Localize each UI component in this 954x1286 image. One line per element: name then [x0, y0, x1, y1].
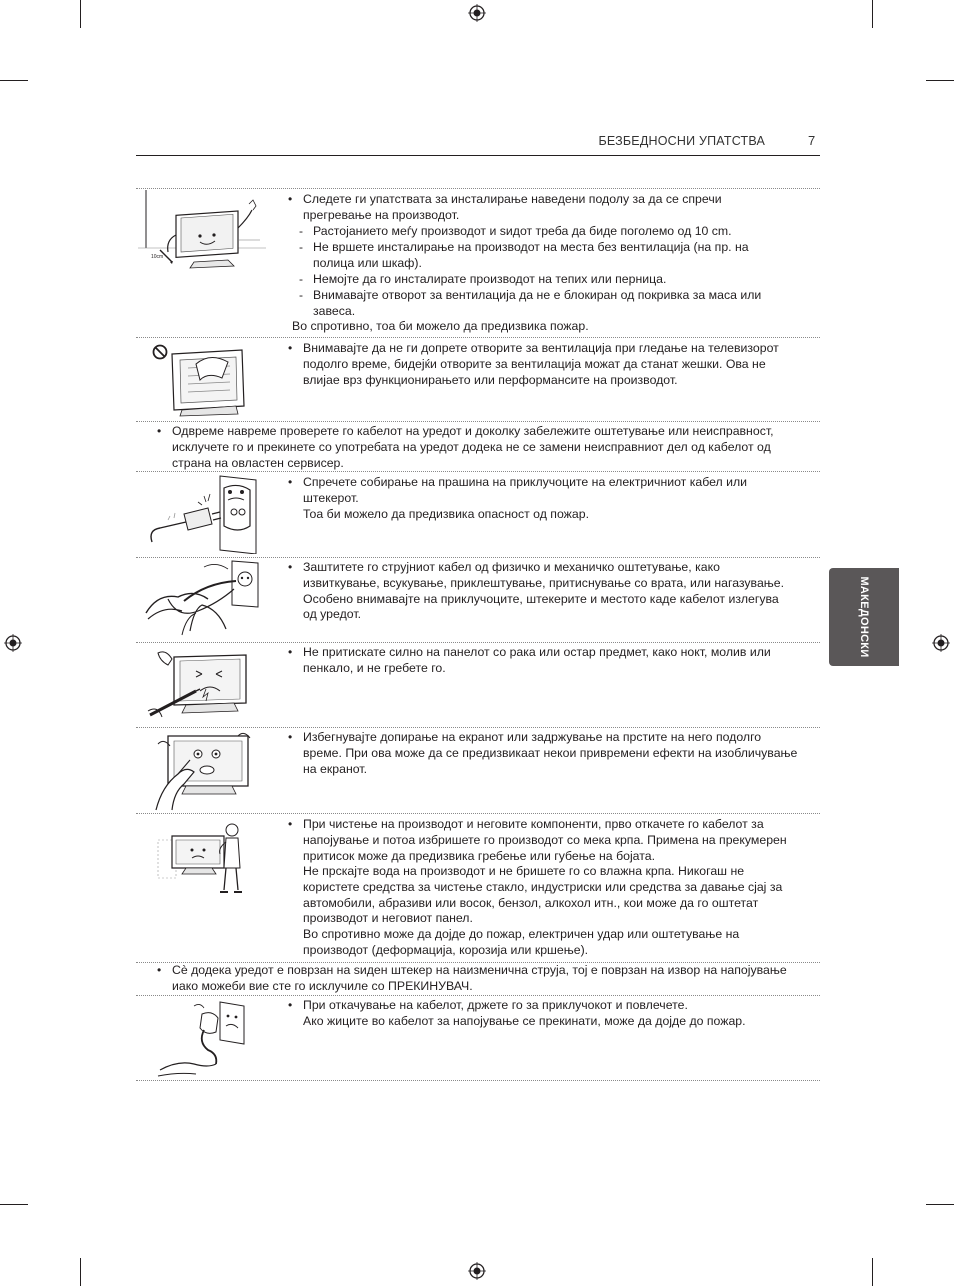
clearance-label: 10cm [151, 254, 164, 260]
dusty-plug-illustration [138, 474, 266, 554]
bullet-icon: • [288, 817, 293, 831]
crop-mark [926, 80, 954, 81]
bullet-icon: • [288, 341, 293, 355]
language-tab-label: МАКЕДОНСКИ [858, 576, 870, 658]
divider [136, 188, 820, 189]
divider [136, 337, 820, 338]
divider [136, 421, 820, 422]
row4-bullet-text: Спречете собирање на прашина на приклучоците на електричниот кабел или штекерот. [303, 475, 748, 505]
bullet-icon: • [288, 560, 293, 574]
crop-mark [0, 1204, 28, 1205]
registration-mark-icon [4, 634, 22, 652]
row8-bullet-text: При чистење на производот и неговите компоненти, прво откачете го кабелот за напојување и потоа избришете го производот со мека крпа. Примена на прекумерен притисок може да предизвика гребење или губење на бојата. [303, 817, 787, 863]
row7-bullet-text: Избегнувајте допирање на екранот или задржување на прстите на него подолго време. При ова може да се предизвикаат некои привремени ефекти на изобличување на екранот. [303, 730, 798, 776]
crop-mark [80, 1258, 81, 1286]
row1-bullet-text: Следете ги упатствата за инсталирање наведени подолу за да се спречи прегревање на производот. [303, 192, 722, 222]
row1-sub-text: Растојанието меѓу производот и ѕидот треба да биде поголемо од 10 cm. [313, 224, 732, 238]
registration-mark-icon [468, 1262, 486, 1280]
row1-sub-text: Немојте да го инсталирате производот на тепих или перница. [313, 272, 667, 286]
row3-bullet-text: Одвреме навреме проверете го кабелот на уредот и доколку забележите оштетување или неисправност, исклучете го и прекинете со употребата на уредот додека не се замени неисправниот дел од кабелот од страна на овластен сервисер. [172, 424, 774, 470]
row5-bullet-text: Заштитете го струјниот кабел од физичко и механичко оштетување, како извиткување, всукување, приклештување, притиснување со врата, или нагазување. Особено внимавајте на приклучоците, штекерите и местото каде кабелот излегува од уредот. [303, 560, 785, 622]
row1-sub-text: Внимавајте отворот за вентилација да не е блокиран од покривка за маса или завеса. [313, 288, 762, 318]
crop-mark [0, 80, 28, 81]
dash-icon: - [299, 224, 303, 238]
row10-bullet-text: При откачување на кабелот, држете го за приклучокот и повлечете. [303, 998, 688, 1012]
divider [136, 557, 820, 558]
language-tab [829, 568, 899, 666]
bullet-icon: • [288, 192, 293, 206]
touching-screen-illustration [138, 730, 266, 812]
bullet-icon: • [288, 730, 293, 744]
crop-mark [926, 1204, 954, 1205]
bullet-icon: • [157, 424, 162, 438]
page-number: 7 [808, 133, 816, 148]
bullet-icon: • [288, 998, 293, 1012]
damaged-cable-illustration [138, 559, 266, 640]
divider [136, 995, 820, 996]
registration-mark-icon [468, 4, 486, 22]
cleaning-tv-illustration [138, 816, 266, 896]
divider [136, 1080, 820, 1081]
crop-mark [872, 1258, 873, 1286]
pressing-panel-illustration [138, 645, 266, 725]
row10-note: Ако жиците во кабелот за напојување се прекинати, може да дојде до пожар. [303, 1014, 746, 1028]
dash-icon: - [299, 240, 303, 254]
dash-icon: - [299, 272, 303, 286]
divider [136, 642, 820, 643]
row6-bullet-text: Не притискате силно на панелот со рака или остар предмет, како нокт, молив или пенкало, и не гребете го. [303, 645, 771, 675]
header-rule [136, 155, 820, 156]
registration-mark-icon [932, 634, 950, 652]
row8-note: Во спротивно може да дојде до пожар, електричен удар или оштетување на производот (деформација, корозија или кршење). [303, 927, 740, 957]
tv-vent-hot-illustration [138, 340, 266, 418]
row8-note: Не прскајте вода на производот и не бришете го со влажна крпа. Никогаш не користете средства за чистење стакло, индустриски или средства за давање сјај за автомобили, абразиви или восок, бензол, алкохол итн., кои може да го оштетат производот и неговиот панел. [303, 864, 783, 926]
row4-note: Тоа би можело да предизвика опасност од пожар. [303, 507, 589, 521]
unplug-cable-illustration [138, 998, 266, 1078]
bullet-icon: • [288, 475, 293, 489]
divider [136, 813, 820, 814]
row2-bullet-text: Внимавајте да не ги допрете отворите за вентилација при гледање на телевизорот подолго време, бидејќи отворите за вентилација можат да станат жешки. Ова не влијае врз функционирањето или перформансите на производот. [303, 341, 779, 387]
section-title: БЕЗБЕДНОСНИ УПАТСТВА [598, 134, 765, 148]
divider [136, 727, 820, 728]
dash-icon: - [299, 288, 303, 302]
row9-bullet-text: Сè додека уредот е поврзан на ѕиден штекер на наизменична струја, тој е поврзан на извор на напојување иако можеби вие сте го исклучиле со ПРЕКИНУВАЧ. [172, 963, 787, 993]
crop-mark [872, 0, 873, 28]
bullet-icon: • [157, 963, 162, 977]
crop-mark [80, 0, 81, 28]
row1-sub-text: Не вршете инсталирање на производот на места без вентилација (на пр. на полица или шкаф). [313, 240, 749, 270]
bullet-icon: • [288, 645, 293, 659]
row1-note: Во спротивно, тоа би можело да предизвика пожар. [292, 319, 589, 333]
